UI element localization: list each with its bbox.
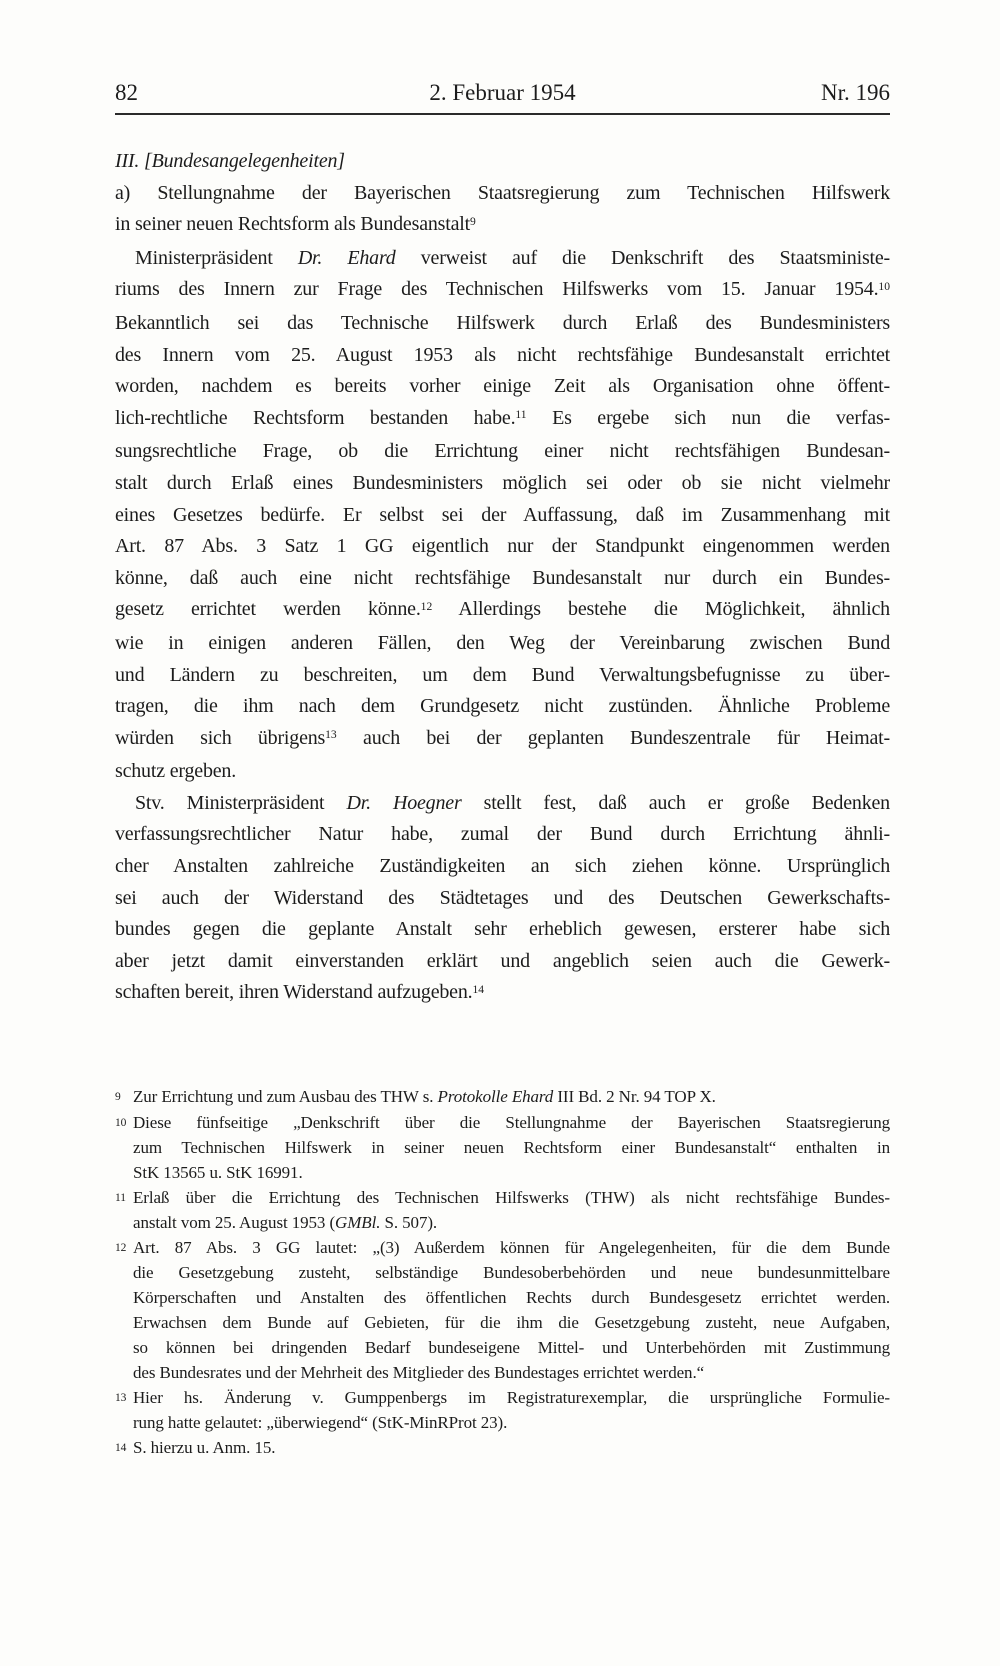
text-line: wie in einigen anderen Fällen, den Weg der Vereinbarung zwischen Bund <box>115 631 890 654</box>
footnote <box>115 1235 890 1385</box>
footnote-number: 14 <box>115 1442 127 1454</box>
text-line: S. hierzu u. Anm. 15. <box>133 1438 276 1457</box>
footnote-text <box>133 1185 890 1235</box>
text-line: eines Gesetzes bedürfe. Er selbst sei der Auffassung, daß im Zusammenhang mit <box>115 503 890 526</box>
text-line: in seiner neuen Rechtsform als Bundesanstalt$^9$ <box>115 213 476 236</box>
footnote-number: 12 <box>115 1242 127 1254</box>
text-line: Erwachsen dem Bunde auf Gebieten, für die ihm die Gesetzgebung zusteht, neue Aufgaben, <box>133 1313 890 1332</box>
footnote <box>115 1084 890 1110</box>
text-line: Stv. Ministerpräsident Dr. Hoegner stellt fest, daß auch er große Bedenken <box>135 791 890 814</box>
footnote-number: 9 <box>115 1091 121 1103</box>
text-line: könne, daß auch eine nicht rechtsfähige Bundesanstalt nur durch ein Bundes- <box>115 566 890 589</box>
text-line: zum Technischen Hilfswerk in seiner neuen Rechtsform einer Bundesanstalt“ enthalten in <box>133 1138 890 1157</box>
text-line: gesetz errichtet werden könne.$^{12}$ Allerdings bestehe die Möglichkeit, ähnlich <box>115 598 890 621</box>
text-line: riums des Innern zur Frage des Technischen Hilfswerks vom 15. Januar 1954.10 <box>115 278 890 301</box>
text-line: des Bundesrates und der Mehrheit des Mitglieder des Bundestages errichtet werden.“ <box>133 1363 705 1382</box>
text-line: worden, nachdem es bereits vorher einige Zeit als Organisation ohne öffent- <box>115 375 890 398</box>
issue-number: Nr. 196 <box>821 80 890 105</box>
text-line: sei auch der Widerstand des Städtetages und des Deutschen Gewerkschafts- <box>115 886 890 909</box>
text-line: Ministerpräsident Dr. Ehard verweist auf die Denkschrift des Staatsministe- <box>135 246 891 269</box>
footnote-number: 11 <box>115 1192 126 1204</box>
section-heading: III. [Bundesangelegenheiten] <box>115 150 345 172</box>
text-line: lich-rechtliche Rechtsform bestanden habe.$^{11}$ Es ergebe sich nun die verfas- <box>115 406 890 429</box>
text-line: Hier hs. Änderung v. Gumppenbergs im Registraturexemplar, die ursprüngliche Formulie- <box>133 1388 890 1407</box>
body-text <box>115 146 890 1011</box>
text-line: verfassungsrechtlicher Natur habe, zumal der Bund durch Errichtung ähnli- <box>115 823 890 846</box>
footnote-number: 10 <box>115 1117 127 1129</box>
text-line: bundes gegen die geplante Anstalt sehr erheblich gewesen, ersterer habe sich <box>115 918 890 941</box>
footnote <box>115 1110 890 1185</box>
footnote <box>115 1435 890 1461</box>
paragraph-ehard-statement <box>115 243 890 788</box>
footnote-text <box>133 1084 890 1109</box>
text-line: Körperschaften und Anstalten des öffentlichen Rechts durch Bundesgesetz errichtet werden. <box>133 1288 890 1307</box>
footnote-text <box>133 1435 890 1460</box>
text-line: cher Anstalten zahlreiche Zuständigkeiten an sich ziehen könne. Ursprünglich <box>115 855 890 878</box>
footnote-text <box>133 1385 890 1435</box>
text-line: rung hatte gelautet: „überwiegend“ (StK-MinRProt 23). <box>133 1413 508 1432</box>
footnote <box>115 1185 890 1235</box>
text-line: Erlaß über die Errichtung des Technischen Hilfswerks (THW) als nicht rechtsfähige Bundes- <box>133 1188 890 1207</box>
text-line: schutz ergeben. <box>115 760 237 783</box>
text-line: StK 13565 u. StK 16991. <box>133 1163 303 1182</box>
text-line: Diese fünfseitige „Denkschrift über die Stellungnahme der Bayerischen Staatsregierung <box>133 1113 890 1132</box>
paragraph-hoegner-statement <box>115 788 890 1011</box>
footnote-number: 13 <box>115 1392 127 1404</box>
text-line: a) Stellungnahme der Bayerischen Staatsregierung zum Technischen Hilfswerk <box>115 181 890 204</box>
text-line: stalt durch Erlaß eines Bundesministers möglich sei oder ob sie nicht vielmehr <box>115 471 890 494</box>
text-line: die Gesetzgebung zusteht, selbständige Bundesoberbehörden und neue bundesunmittelbare <box>133 1263 890 1282</box>
text-line: schaften bereit, ihren Widerstand aufzugeben.$^{14}$ <box>115 981 485 1004</box>
text-line: würden sich übrigens$^{13}$ auch bei der geplanten Bundeszentrale für Heimat- <box>115 726 890 749</box>
text-line: und Ländern zu beschreiten, um dem Bund Verwaltungsbefugnisse zu über- <box>115 663 890 686</box>
footnote <box>115 1385 890 1435</box>
footnote-text <box>133 1235 890 1385</box>
text-line: anstalt vom 25. August 1953 (GMBl. S. 507). <box>133 1213 438 1232</box>
paragraph-item-heading <box>115 178 890 243</box>
text-line: tragen, die ihm nach dem Grundgesetz nicht zustünden. Ähnliche Probleme <box>115 695 890 718</box>
text-line: des Innern vom 25. August 1953 als nicht rechtsfähige Bundesanstalt errichtet <box>115 343 890 366</box>
header-rule <box>115 113 890 115</box>
text-line: aber jetzt damit einverstanden erklärt und angeblich seien auch die Gewerk- <box>115 949 890 972</box>
text-line: Bekanntlich sei das Technische Hilfswerk durch Erlaß des Bundesministers <box>115 311 890 334</box>
text-line: sungsrechtliche Frage, ob die Errichtung einer nicht rechtsfähigen Bundesan- <box>115 440 890 463</box>
page-number: 82 <box>115 80 138 105</box>
text-line: so können bei dringenden Bedarf bundeseigene Mittel- und Unterbehörden mit Zustimmung <box>133 1338 890 1357</box>
running-head <box>115 80 890 108</box>
text-line: Art. 87 Abs. 3 GG lautet: „(3) Außerdem können für Angelegenheiten, für die dem Bunde <box>133 1238 890 1257</box>
text-line: Art. 87 Abs. 3 Satz 1 GG eigentlich nur der Standpunkt eingenommen werden <box>115 535 890 558</box>
text-line: Zur Errichtung und zum Ausbau des THW s. Protokolle Ehard III Bd. 2 Nr. 94 TOP X. <box>133 1087 716 1106</box>
header-date: 2. Februar 1954 <box>429 80 576 105</box>
footnote-text <box>133 1110 890 1185</box>
footnotes-block <box>115 1084 890 1461</box>
